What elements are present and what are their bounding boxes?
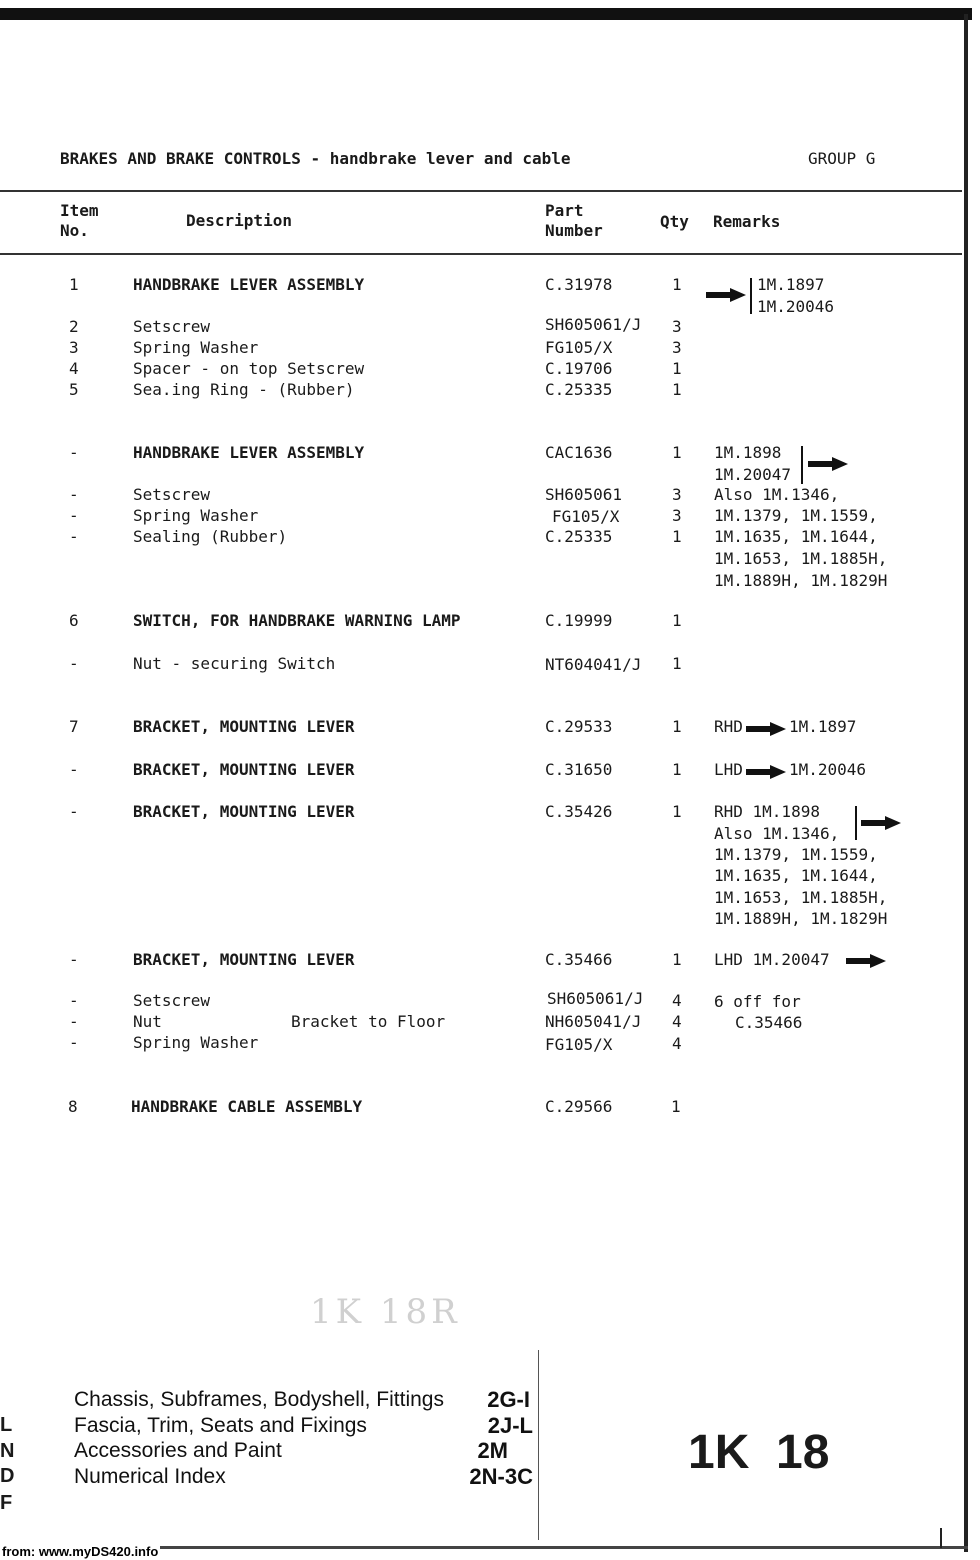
remark-line: 1M.1898 bbox=[714, 443, 782, 462]
header-rule bbox=[0, 190, 962, 192]
footer-divider bbox=[538, 1350, 539, 1540]
description: HANDBRAKE LEVER ASSEMBLY bbox=[133, 275, 365, 294]
remark-line: 1M.1379, 1M.1559, bbox=[714, 506, 878, 525]
corner-mark bbox=[940, 1528, 942, 1548]
qty: 1 bbox=[672, 443, 682, 462]
part-number: SH605061/J bbox=[547, 989, 644, 1008]
index-code: 2G-I bbox=[487, 1387, 530, 1412]
description: BRACKET, MOUNTING LEVER bbox=[133, 717, 355, 736]
bracket-bar bbox=[855, 806, 857, 840]
description: Spring Washer bbox=[133, 506, 259, 525]
tab-letter: N bbox=[0, 1440, 15, 1462]
remark-line: LHD bbox=[714, 760, 743, 779]
qty: 3 bbox=[672, 338, 682, 357]
item-no: - bbox=[69, 950, 79, 969]
remark-line: 1M.1635, 1M.1644, bbox=[714, 866, 878, 885]
part-number: FG105/X bbox=[552, 507, 620, 526]
item-no: - bbox=[69, 443, 79, 462]
item-no: 4 bbox=[69, 359, 79, 378]
part-number: NT604041/J bbox=[545, 655, 642, 674]
scan-top-border bbox=[0, 8, 972, 20]
qty: 4 bbox=[672, 991, 682, 1010]
description: BRACKET, MOUNTING LEVER bbox=[133, 802, 355, 821]
description: BRACKET, MOUNTING LEVER bbox=[133, 950, 355, 969]
part-number: FG105/X bbox=[545, 338, 613, 357]
arrow-right-icon bbox=[706, 287, 746, 301]
index-label: Numerical Index bbox=[74, 1465, 226, 1488]
remark-line: 1M.20047 bbox=[714, 465, 792, 484]
remark-line: 1M.1889H, 1M.1829H bbox=[714, 909, 888, 928]
item-no: - bbox=[69, 485, 79, 504]
scan-right-border bbox=[964, 14, 968, 1552]
col-part-line2: Number bbox=[545, 221, 603, 240]
index-label: Fascia, Trim, Seats and Fixings bbox=[74, 1414, 367, 1437]
bracket-bar bbox=[750, 278, 752, 314]
arrow-right-icon bbox=[845, 953, 887, 967]
description: Spring Washer bbox=[133, 338, 259, 357]
item-no: - bbox=[69, 1033, 79, 1052]
index-label: Chassis, Subframes, Bodyshell, Fittings bbox=[74, 1388, 444, 1411]
item-no: - bbox=[69, 760, 79, 779]
item-no: 8 bbox=[68, 1097, 78, 1116]
column-rule bbox=[0, 253, 962, 255]
description: BRACKET, MOUNTING LEVER bbox=[133, 760, 355, 779]
source-watermark: from: www.myDS420.info bbox=[2, 1544, 159, 1559]
remark-line: 6 off for bbox=[714, 992, 801, 1011]
index-label: Accessories and Paint bbox=[74, 1439, 282, 1462]
item-no: 6 bbox=[69, 611, 79, 630]
index-code: 2J-L bbox=[487, 1413, 533, 1438]
description: Nut - securing Switch bbox=[133, 654, 336, 673]
qty: 3 bbox=[672, 506, 682, 525]
item-no: - bbox=[69, 802, 79, 821]
remark-line: 1M.1889H, 1M.1829H bbox=[714, 571, 888, 590]
qty: 3 bbox=[672, 317, 682, 336]
page-identifier: 1K 18 bbox=[688, 1426, 830, 1479]
item-no: - bbox=[69, 506, 79, 525]
item-no: - bbox=[69, 1012, 79, 1031]
arrow-right-icon bbox=[746, 764, 786, 778]
arrow-right-icon bbox=[860, 815, 902, 829]
qty: 1 bbox=[672, 654, 682, 673]
col-remarks: Remarks bbox=[713, 212, 781, 231]
part-number: C.31650 bbox=[545, 760, 613, 779]
arrow-right-icon bbox=[746, 721, 786, 735]
handwritten-note: 1K 18R bbox=[310, 1292, 461, 1332]
part-number: C.29566 bbox=[545, 1097, 613, 1116]
remark-line: Also 1M.1346, bbox=[714, 824, 840, 843]
item-no: 7 bbox=[69, 717, 79, 736]
part-number: SH605061 bbox=[545, 485, 623, 504]
remark-line: LHD 1M.20047 bbox=[714, 950, 830, 969]
qty: 1 bbox=[672, 802, 682, 821]
part-number: C.35466 bbox=[545, 950, 613, 969]
qty: 1 bbox=[672, 380, 682, 399]
part-number: SH605061/J bbox=[545, 315, 642, 334]
arrow-right-icon bbox=[806, 456, 850, 470]
part-number: C.19999 bbox=[545, 611, 613, 630]
qty: 1 bbox=[672, 359, 682, 378]
qty: 1 bbox=[672, 950, 682, 969]
description: Setscrew bbox=[133, 485, 211, 504]
part-number: C.29533 bbox=[545, 717, 613, 736]
index-code: 2N-3C bbox=[469, 1464, 533, 1489]
description: HANDBRAKE CABLE ASSEMBLY bbox=[131, 1097, 363, 1116]
col-item-line2: No. bbox=[60, 221, 89, 240]
item-no: 5 bbox=[69, 380, 79, 399]
remark-line: RHD 1M.1898 bbox=[714, 802, 820, 821]
tab-letter: F bbox=[0, 1492, 13, 1514]
remark-line: 1M.20046 bbox=[789, 760, 867, 779]
part-number: C.25335 bbox=[545, 380, 613, 399]
item-no: - bbox=[69, 991, 79, 1010]
part-number: C.35426 bbox=[545, 802, 613, 821]
qty: 1 bbox=[672, 527, 682, 546]
tab-letter: D bbox=[0, 1465, 15, 1487]
remark-line: 1M.1897 bbox=[757, 275, 825, 294]
remark-line: 1M.20046 bbox=[757, 297, 835, 316]
page-title: BRAKES AND BRAKE CONTROLS - handbrake lever and cable bbox=[60, 149, 571, 168]
description: Spring Washer bbox=[133, 1033, 259, 1052]
qty: 1 bbox=[671, 1097, 681, 1116]
qty: 3 bbox=[672, 485, 682, 504]
remark-line: 1M.1653, 1M.1885H, bbox=[714, 549, 888, 568]
part-number: NH605041/J bbox=[545, 1012, 642, 1031]
bracket-bar bbox=[801, 446, 803, 484]
qty: 1 bbox=[672, 611, 682, 630]
remark-line: 1M.1379, 1M.1559, bbox=[714, 845, 878, 864]
remark-line: 1M.1653, 1M.1885H, bbox=[714, 888, 888, 907]
col-qty: Qty bbox=[660, 212, 689, 231]
col-part-line1: Part bbox=[545, 201, 584, 220]
part-number: FG105/X bbox=[545, 1035, 613, 1054]
description: HANDBRAKE LEVER ASSEMBLY bbox=[133, 443, 365, 462]
part-number: C.19706 bbox=[545, 359, 613, 378]
item-no: 1 bbox=[69, 275, 79, 294]
remark-line: 1M.1897 bbox=[789, 717, 857, 736]
part-number: C.31978 bbox=[545, 275, 613, 294]
part-number: CAC1636 bbox=[545, 443, 613, 462]
part-number: C.25335 bbox=[545, 527, 613, 546]
item-no: - bbox=[69, 527, 79, 546]
qty: 4 bbox=[672, 1012, 682, 1031]
description: Sealing (Rubber) bbox=[133, 527, 288, 546]
qty: 1 bbox=[672, 275, 682, 294]
qty: 1 bbox=[672, 760, 682, 779]
description: Spacer - on top Setscrew bbox=[133, 359, 365, 378]
remark-line: 1M.1635, 1M.1644, bbox=[714, 527, 878, 546]
remark-line: RHD bbox=[714, 717, 743, 736]
description: Setscrew bbox=[133, 991, 211, 1010]
col-item-line1: Item bbox=[60, 201, 99, 220]
remark-line: C.35466 bbox=[735, 1013, 803, 1032]
item-no: 2 bbox=[69, 317, 79, 336]
col-description: Description bbox=[186, 211, 292, 230]
description: SWITCH, FOR HANDBRAKE WARNING LAMP bbox=[133, 611, 461, 630]
qty: 4 bbox=[672, 1034, 682, 1053]
description: Sea.ing Ring - (Rubber) bbox=[133, 380, 355, 399]
description-note: Bracket to Floor bbox=[291, 1012, 446, 1031]
index-code: 2M bbox=[477, 1438, 508, 1463]
description: Nut bbox=[133, 1012, 162, 1031]
item-no: 3 bbox=[69, 338, 79, 357]
description: Setscrew bbox=[133, 317, 211, 336]
tab-letter: L bbox=[0, 1414, 13, 1436]
group-label: GROUP G bbox=[808, 149, 876, 168]
qty: 1 bbox=[672, 717, 682, 736]
remark-line: Also 1M.1346, bbox=[714, 485, 840, 504]
item-no: - bbox=[69, 654, 79, 673]
